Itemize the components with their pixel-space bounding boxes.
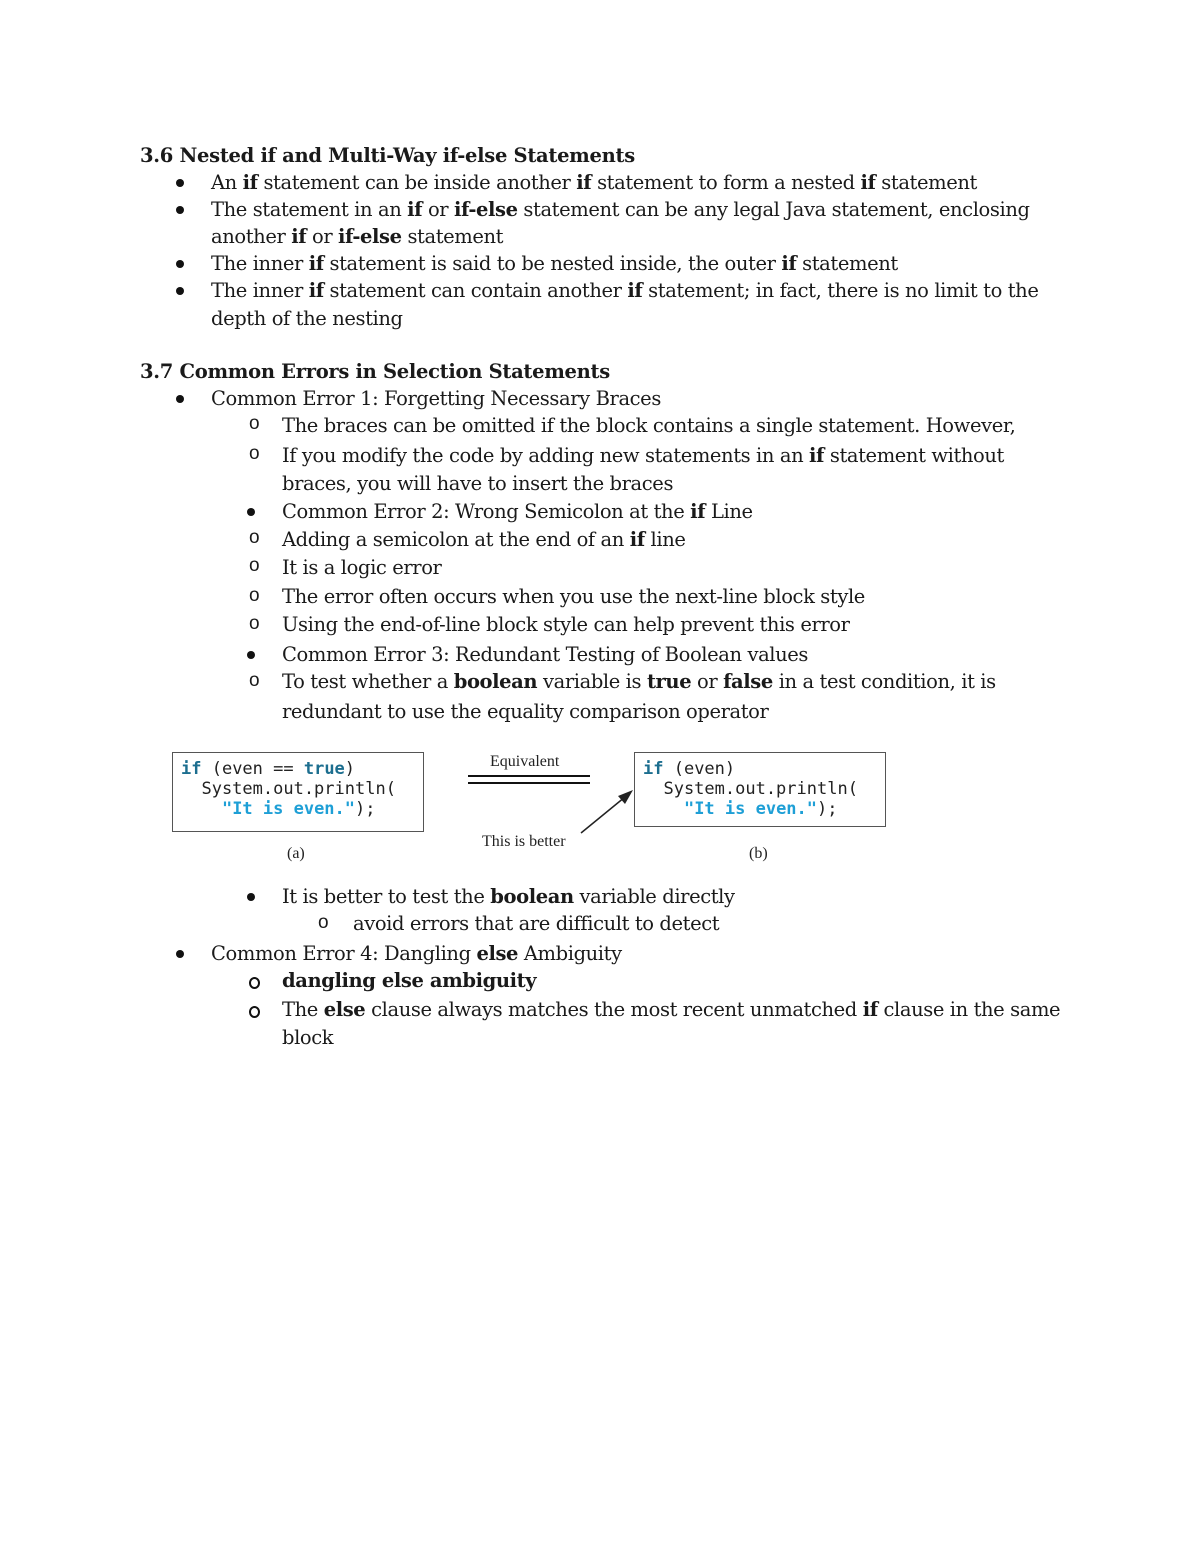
circle-bullet-icon: o <box>249 555 260 576</box>
list-item: Adding a semicolon at the end of an if line <box>282 528 686 551</box>
error-2-title: Common Error 2: Wrong Semicolon at the if Line <box>282 500 753 523</box>
circle-bullet-icon: o <box>249 613 260 634</box>
list-item: It is better to test the boolean variable directly <box>282 885 735 908</box>
list-item: If you modify the code by adding new statements in an if statement without <box>282 444 1004 467</box>
circle-bullet-icon: o <box>318 912 329 933</box>
list-item: The error often occurs when you use the next-line block style <box>282 585 865 608</box>
bullet-icon <box>247 508 255 516</box>
list-item: The inner if statement is said to be nested inside, the outer if statement <box>211 252 898 275</box>
bullet-icon <box>176 260 184 268</box>
bold-circle-bullet-icon <box>249 1006 260 1018</box>
error-4-title: Common Error 4: Dangling else Ambiguity <box>211 942 622 965</box>
list-item-continuation: another if or if-else statement <box>211 225 504 248</box>
circle-bullet-icon: o <box>249 527 260 548</box>
error-3-title: Common Error 3: Redundant Testing of Boolean values <box>282 643 809 666</box>
equivalent-rule-bottom <box>468 782 590 784</box>
bullet-icon <box>247 651 255 659</box>
list-item: Using the end-of-line block style can help prevent this error <box>282 613 850 636</box>
bullet-icon <box>176 179 184 187</box>
list-item-continuation: block <box>282 1026 334 1049</box>
error-1-title: Common Error 1: Forgetting Necessary Braces <box>211 387 661 410</box>
list-item: The statement in an if or if-else statement can be any legal Java statement, enclosing <box>211 198 1030 221</box>
bullet-icon <box>176 287 184 295</box>
list-item: dangling else ambiguity <box>282 969 537 992</box>
bullet-icon <box>176 950 184 958</box>
circle-bullet-icon: o <box>249 670 260 691</box>
bold-circle-bullet-icon <box>249 977 260 989</box>
circle-bullet-icon: o <box>249 585 260 606</box>
bullet-icon <box>247 893 255 901</box>
list-item-continuation: braces, you will have to insert the braces <box>282 472 674 495</box>
list-item: The else clause always matches the most recent unmatched if clause in the same <box>282 998 1061 1021</box>
code-a: if (even == true) System.out.println( "It is even."); <box>181 759 396 819</box>
list-item: avoid errors that are difficult to detect <box>353 912 720 935</box>
code-b: if (even) System.out.println( "It is even."); <box>643 759 858 819</box>
list-item: To test whether a boolean variable is true or false in a test condition, it is <box>282 670 996 693</box>
caption-a: (a) <box>287 845 305 862</box>
list-item-continuation: depth of the nesting <box>211 307 403 330</box>
bullet-icon <box>176 206 184 214</box>
arrow-icon <box>575 785 640 840</box>
list-item: The inner if statement can contain another if statement; in fact, there is no limit to the <box>211 279 1039 302</box>
list-item: An if statement can be inside another if statement to form a nested if statement <box>211 171 977 194</box>
equivalent-rule-top <box>468 775 590 777</box>
circle-bullet-icon: o <box>249 413 260 434</box>
caption-b: (b) <box>749 845 768 862</box>
bullet-icon <box>176 395 184 403</box>
list-item: The braces can be omitted if the block contains a single statement. However, <box>282 414 1016 437</box>
circle-bullet-icon: o <box>249 443 260 464</box>
list-item-continuation: redundant to use the equality comparison operator <box>282 700 769 723</box>
section-3-7-heading: 3.7 Common Errors in Selection Statements <box>140 360 610 383</box>
section-3-6-heading: 3.6 Nested if and Multi-Way if-else Statements <box>140 144 635 167</box>
better-label: This is better <box>482 833 566 850</box>
list-item: It is a logic error <box>282 556 442 579</box>
equivalent-label: Equivalent <box>490 753 560 770</box>
